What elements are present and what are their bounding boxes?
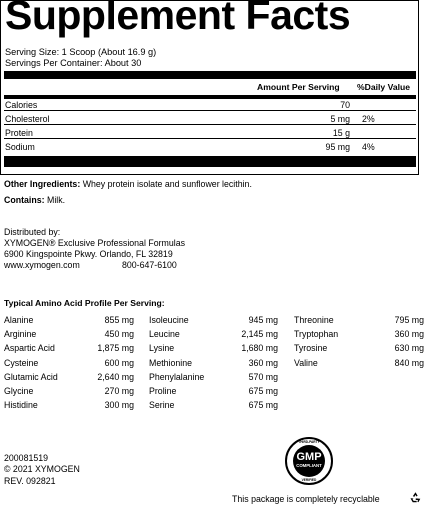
nutrient-row [4, 113, 416, 125]
revision: REV. 092821 [4, 476, 56, 486]
amino-name: Lysine [149, 343, 175, 354]
amino-value: 600 mg [104, 357, 134, 368]
distributor-name: XYMOGEN® Exclusive Professional Formulas [4, 238, 186, 248]
badge-bottom-text: VERIFIED [301, 478, 317, 482]
amino-value: 2,640 mg [97, 371, 134, 382]
amino-name: Alanine [4, 315, 34, 325]
badge-inner [293, 445, 325, 477]
product-code: 200081519 [4, 453, 49, 463]
amino-name: Valine [294, 357, 318, 368]
distributor-website: www.xymogen.com [4, 260, 80, 270]
copyright: © 2021 XYMOGEN [4, 464, 80, 474]
badge-top-text: THIRD-PARTY [298, 440, 320, 444]
nutrient-dv: 2% [362, 113, 375, 124]
amino-name: Proline [149, 386, 177, 396]
other-ingredients-text: Whey protein isolate and sunflower lecithin. [82, 179, 252, 189]
other-ingredients-label: Other Ingredients: [4, 179, 81, 189]
amino-name: Arginine [4, 329, 37, 340]
gmp-badge [285, 437, 333, 485]
amount-per-serving-header: Amount Per Serving [257, 82, 340, 92]
amino-name: Aspartic Acid [4, 343, 55, 354]
amino-name: Phenylalanine [149, 371, 205, 382]
amino-value: 300 mg [104, 400, 134, 411]
contains-text: Milk. [47, 195, 66, 205]
amino-value: 945 mg [248, 315, 278, 325]
distributor-phone: 800-647-6100 [122, 260, 177, 270]
amino-value: 630 mg [394, 343, 424, 354]
contains-label: Contains: [4, 195, 45, 205]
recyclable-text: This package is completely recyclable [232, 494, 380, 504]
amino-value: 795 mg [394, 315, 424, 325]
amino-name: Methionine [149, 357, 193, 368]
amino-name: Tyrosine [294, 343, 328, 354]
daily-value-header: %Daily Value [357, 82, 411, 92]
amino-name: Glycine [4, 386, 34, 396]
amino-name: Tryptophan [294, 329, 339, 340]
amino-value: 270 mg [104, 386, 134, 396]
distributor-address: 6900 Kingspointe Pkwy. Orlando, FL 32819 [4, 249, 173, 259]
nutrient-name: Calories [5, 99, 38, 110]
nutrient-row [4, 99, 416, 111]
amino-value: 1,875 mg [97, 343, 134, 354]
amino-value: 675 mg [248, 386, 278, 396]
amino-value: 360 mg [248, 357, 278, 368]
amino-value: 1,680 mg [241, 343, 278, 354]
amino-value: 2,145 mg [241, 329, 278, 340]
bottom-thick-divider [4, 156, 416, 167]
badge-compliant: COMPLIANT [296, 463, 322, 468]
recycle-icon [409, 491, 422, 507]
nutrient-name: Cholesterol [5, 113, 50, 124]
amino-value: 360 mg [394, 329, 424, 340]
amino-name: Leucine [149, 329, 180, 340]
amino-name: Threonine [294, 315, 334, 325]
amino-name: Serine [149, 400, 175, 411]
nutrient-row [4, 141, 416, 153]
badge-gmp: GMP [296, 451, 322, 463]
amino-value: 855 mg [104, 315, 134, 325]
nutrient-name: Protein [5, 127, 33, 138]
amino-name: Glutamic Acid [4, 371, 58, 382]
amino-acid-heading: Typical Amino Acid Profile Per Serving: [4, 298, 165, 308]
nutrient-dv: 4% [362, 141, 375, 152]
thick-divider [4, 71, 416, 79]
amino-value: 675 mg [248, 400, 278, 411]
contains [4, 196, 65, 205]
amino-name: Cysteine [4, 357, 39, 368]
nutrient-amount: 70 [340, 99, 350, 110]
distributed-by: Distributed by: [4, 227, 61, 237]
nutrient-amount: 5 mg [330, 113, 350, 124]
amino-value: 840 mg [394, 357, 424, 368]
panel-title: Supplement Facts [5, 0, 351, 38]
nutrient-amount: 15 g [332, 127, 350, 138]
nutrient-row [4, 127, 416, 139]
supplement-facts-panel [0, 0, 419, 175]
amino-value: 570 mg [248, 371, 278, 382]
other-ingredients [4, 180, 252, 189]
serving-size: Serving Size: 1 Scoop (About 16.9 g) [5, 47, 157, 57]
medium-divider [4, 95, 416, 99]
amino-name: Histidine [4, 400, 38, 411]
amino-name: Isoleucine [149, 315, 189, 325]
nutrient-name: Sodium [5, 141, 35, 152]
amino-value: 450 mg [104, 329, 134, 340]
servings-per-container: Servings Per Container: About 30 [5, 58, 142, 68]
nutrient-amount: 95 mg [325, 141, 350, 152]
